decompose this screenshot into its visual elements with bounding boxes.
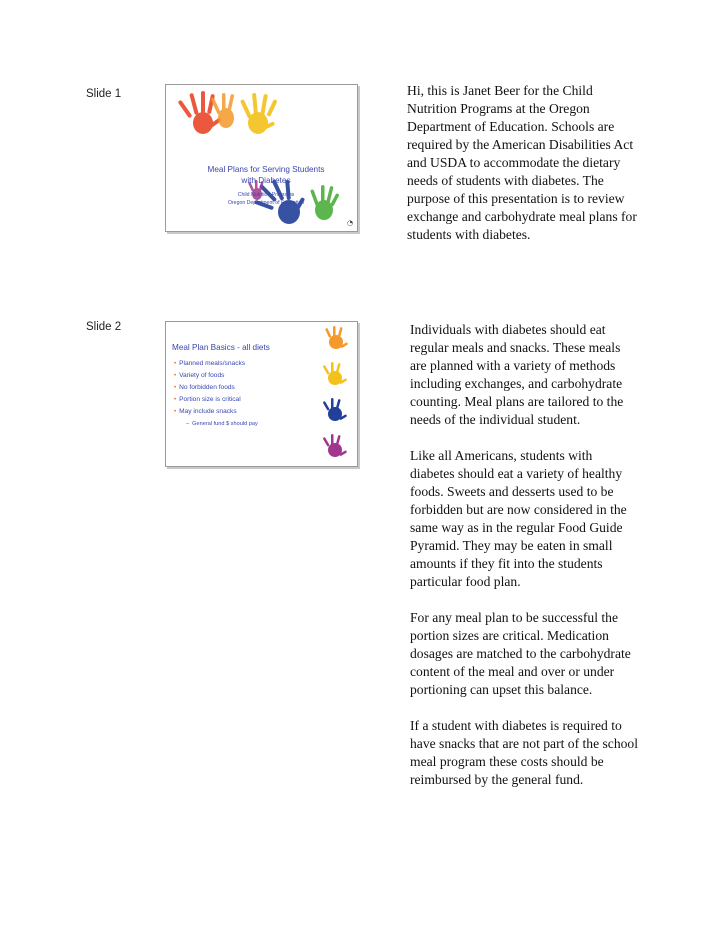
slide-1-subtitle-line1: Child Nutrition Programs (237, 192, 295, 198)
blue-handprint-icon (323, 398, 348, 421)
slide-2-notes-paragraph-3: For any meal plan to be successful the portion sizes are critical. Medication dosages are matched to the carbohydrate content of the meal and over or under portioning can upset this balance. (410, 610, 631, 697)
yellow-handprint-icon (323, 362, 348, 385)
slide-1-subtitle-line2: Oregon Department of Education (227, 200, 305, 206)
sub-list-item: – General fund $ should pay (186, 421, 258, 427)
slide-2-notes-paragraph-2: Like all Americans, students with diabetes should eat a variety of healthy foods. Sweets and desserts used to be forbidden but are now considered in the same way as in the regular Food Guide Pyramid. They may be eaten in small amounts if they fit into the students particular food plan. (410, 448, 627, 589)
handprints-column-art (316, 324, 356, 464)
yellow-handprint-icon (240, 93, 278, 134)
slide-1-label: Slide 1 (86, 88, 122, 100)
slide-2-notes (410, 321, 640, 789)
list-item: • No forbidden foods (174, 384, 235, 391)
list-item: • Planned meals/snacks (174, 360, 246, 367)
slide-1-title (186, 164, 346, 186)
slide-1-title-line1: Meal Plans for Serving Students (207, 165, 325, 174)
purple-handprint-icon (323, 434, 348, 457)
oregon-logo-icon: ◔ (347, 219, 354, 227)
list-item: • Variety of foods (174, 372, 225, 379)
list-item: • May include snacks (174, 408, 237, 415)
slide-1-title-line2: with Diabetes (241, 176, 291, 185)
handprints-art (166, 85, 357, 231)
red-handprint-icon (178, 91, 222, 134)
slide-1-notes (407, 82, 639, 244)
slide-2-notes-paragraph-4: If a student with diabetes is required to have snacks that are not part of the school meal program these costs should be reimbursed by the general fund. (410, 718, 638, 787)
slide-2-title: Meal Plan Basics - all diets (172, 343, 270, 352)
slide-1-thumbnail[interactable] (165, 84, 358, 232)
slide-1-subtitle (186, 191, 346, 207)
slide-2-notes-paragraph-1: Individuals with diabetes should eat regular meals and snacks. These meals are planned with a variety of methods including exchanges, and carbohydrate counting. Meal plans are tailored to the needs of the individual student. (410, 322, 624, 427)
orange-handprint-icon (325, 326, 348, 349)
list-item: • Portion size is critical (174, 396, 241, 403)
slide-2-label: Slide 2 (86, 321, 122, 333)
slide-2-bullet-list (174, 359, 258, 431)
slide-2-thumbnail[interactable] (165, 321, 358, 467)
slide-1-notes-paragraph: Hi, this is Janet Beer for the Child Nutrition Programs at the Oregon Department of Education. Schools are required by the American Disabilities Act and USDA to accommodate the dietary needs of students with diabetes. The purpose of this presentation is to review exchange and carbohydrate meal plans for students with diabetes. (407, 83, 637, 242)
